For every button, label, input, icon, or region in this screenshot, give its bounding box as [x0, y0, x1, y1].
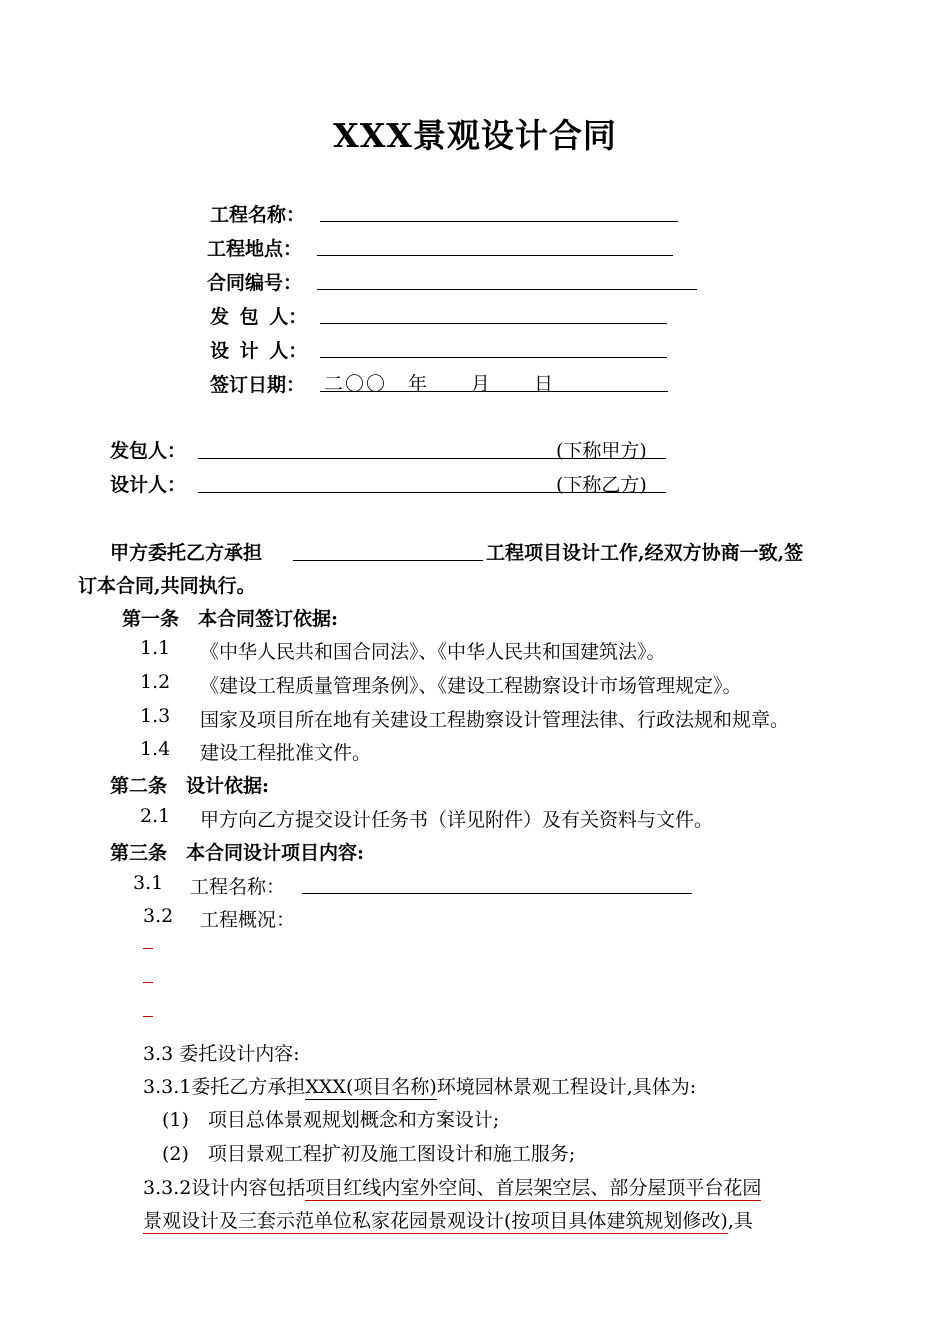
item-3-3-1-prefix: 3.3.1委托乙方承担 — [143, 1076, 306, 1098]
designer-field[interactable] — [320, 336, 667, 358]
item-3-3-2-prefix: 3.3.2设计内容包括 — [143, 1177, 306, 1199]
item-3-3-2-line2 — [143, 1206, 753, 1233]
article2-heading: 第二条 设计依据: — [110, 775, 270, 797]
signing-date-label: 签订日期： — [210, 374, 306, 396]
designer-label: 设 计 人： — [210, 340, 308, 362]
intro-project-field[interactable] — [293, 538, 483, 561]
article2-item-text: 甲方向乙方提交设计任务书（详见附件）及有关资料与文件。 — [200, 809, 714, 831]
article3-heading: 第三条 本合同设计项目内容: — [110, 842, 365, 864]
revision-mark — [143, 948, 153, 949]
project-location-label: 工程地点： — [207, 238, 303, 260]
item-3-3-2-scope-part2: 景观设计及三套示范单位私家花园景观设计(按项目具体建筑规划修改) — [143, 1210, 728, 1232]
signing-date-value: 二〇〇 年 月 日 — [324, 373, 556, 395]
party-b-suffix: (下称乙方) — [556, 474, 647, 496]
article1-item-num: 1.3 — [140, 705, 171, 727]
intro-line2: 订本合同,共同执行。 — [78, 575, 256, 597]
item-3-3-2-line1 — [143, 1173, 761, 1200]
party-a-label: 发包人： — [110, 440, 187, 462]
item-3-1-field[interactable] — [302, 872, 692, 894]
project-name-label: 工程名称： — [210, 204, 306, 226]
article1-item-text: 《建设工程质量管理条例》、《建设工程勘察设计市场管理规定》。 — [200, 675, 742, 697]
contract-number-label: 合同编号： — [207, 272, 303, 294]
item-3-3-2-tail: ,具 — [727, 1210, 753, 1232]
item-3-3-1-sub2: (2) 项目景观工程扩初及施工图设计和施工服务; — [162, 1143, 576, 1165]
item-3-3-1-suffix: 环境园林景观工程设计,具体为: — [436, 1076, 697, 1098]
item-3-2-num: 3.2 — [143, 905, 174, 927]
item-3-2-label: 工程概况： — [200, 909, 296, 931]
revision-mark — [143, 1016, 153, 1017]
party-a-suffix: (下称甲方) — [556, 440, 647, 462]
item-3-3: 3.3 委托设计内容: — [143, 1043, 300, 1065]
document-title: XXX景观设计合同 — [333, 116, 617, 155]
article1-item-text: 《中华人民共和国合同法》、《中华人民共和国建筑法》。 — [200, 641, 666, 663]
employer-label: 发 包 人： — [210, 306, 308, 328]
intro-part2: 工程项目设计工作,经双方协商一致,签 — [486, 542, 804, 564]
item-3-3-1-project-name: XXX(项目名称) — [305, 1076, 437, 1098]
project-name-field[interactable] — [320, 200, 678, 222]
contract-number-field[interactable] — [317, 268, 697, 290]
article1-item-text: 国家及项目所在地有关建设工程勘察设计管理法律、行政法规和规章。 — [200, 709, 790, 731]
item-3-3-1-sub1: (1) 项目总体景观规划概念和方案设计; — [162, 1109, 500, 1131]
revision-mark — [143, 982, 153, 983]
intro-part1: 甲方委托乙方承担 — [110, 542, 263, 564]
article1-item-text: 建设工程批准文件。 — [200, 742, 372, 764]
article2-item-num: 2.1 — [140, 805, 171, 827]
article1-item-num: 1.4 — [140, 738, 171, 760]
item-3-1-num: 3.1 — [133, 872, 164, 894]
employer-field[interactable] — [320, 302, 667, 324]
item-3-3-2-scope-part1: 项目红线内室外空间、首层架空层、部分屋顶平台花园 — [305, 1177, 762, 1199]
article1-item-num: 1.1 — [140, 637, 171, 659]
article1-item-num: 1.2 — [140, 671, 171, 693]
party-b-label: 设计人： — [110, 474, 187, 496]
article1-heading: 第一条 本合同签订依据: — [122, 608, 339, 630]
item-3-1-label: 工程名称： — [190, 876, 286, 898]
item-3-3-1 — [143, 1072, 696, 1099]
project-location-field[interactable] — [317, 234, 673, 256]
